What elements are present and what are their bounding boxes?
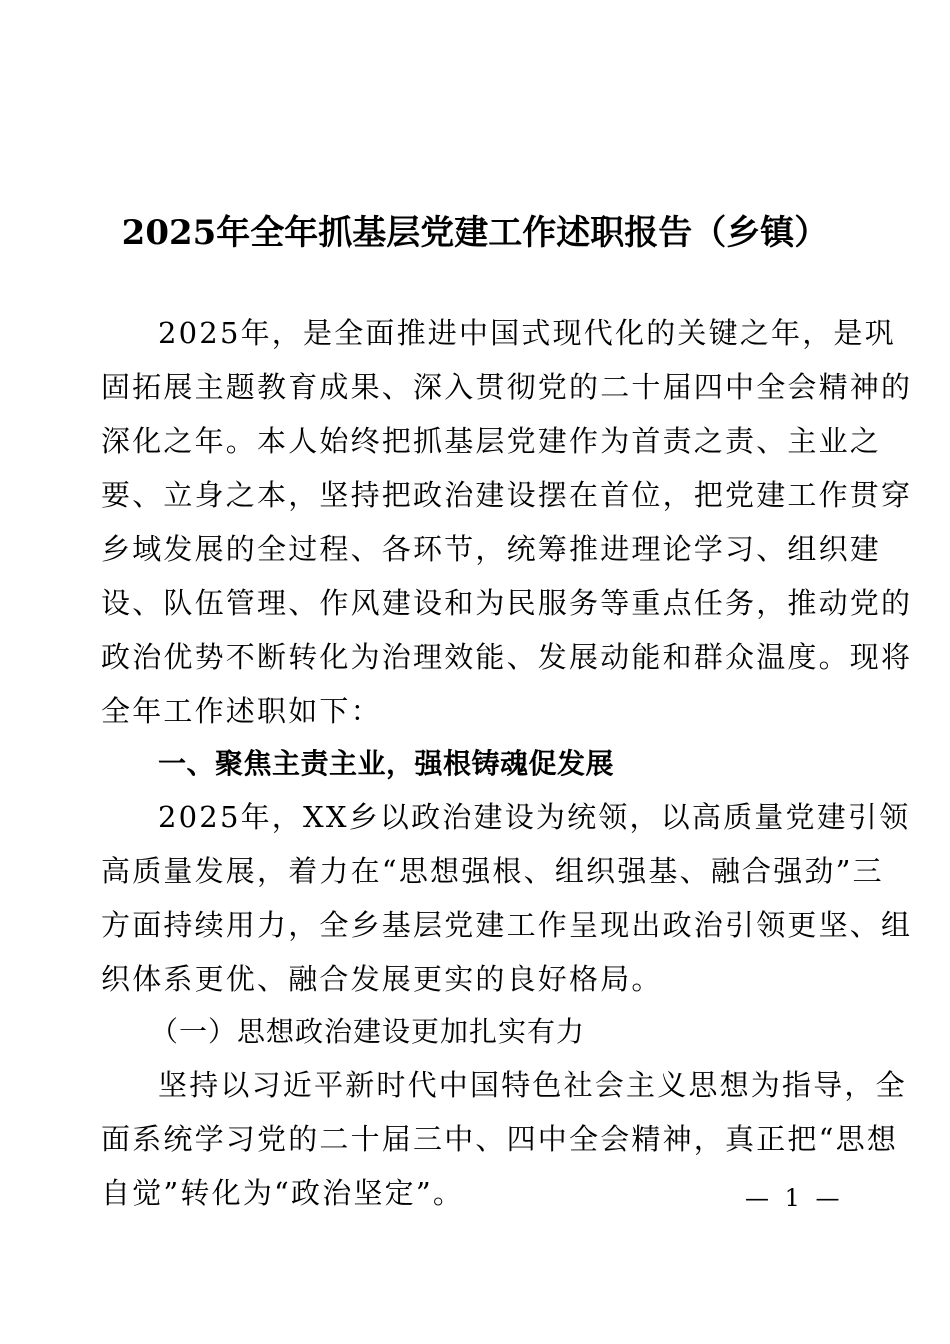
subsection-heading: （一）思想政治建设更加扎实有力 [150, 1015, 586, 1048]
paragraph-line: 织体系更优、融合发展更实的良好格局。 [101, 962, 663, 996]
paragraph-line: 2025年，XX乡以政治建设为统领，以高质量党建引领 [158, 800, 911, 834]
page-number: — 1 — [745, 1184, 844, 1212]
paragraph-line: 政治优势不断转化为治理效能、发展动能和群众温度。现将 [101, 640, 913, 674]
paragraph-line: 自觉”转化为“政治坚定”。 [101, 1176, 465, 1210]
paragraph-line: 2025年，是全面推进中国式现代化的关键之年，是巩 [158, 316, 896, 350]
paragraph-line: 乡域发展的全过程、各环节，统筹推进理论学习、组织建 [101, 532, 882, 566]
paragraph-line: 坚持以习近平新时代中国特色社会主义思想为指导，全 [158, 1068, 907, 1102]
paragraph-line: 高质量发展，着力在“思想强根、组织强基、融合强劲”三 [101, 854, 884, 888]
section-heading: 一、聚焦主责主业，强根铸魂促发展 [158, 747, 615, 780]
paragraph-line: 全年工作述职如下： [101, 694, 382, 728]
paragraph-line: 面系统学习党的二十届三中、四中全会精神，真正把“思想 [101, 1122, 899, 1156]
paragraph-line: 设、队伍管理、作风建设和为民服务等重点任务，推动党的 [101, 586, 913, 620]
paragraph-line: 深化之年。本人始终把抓基层党建作为首责之责、主业之 [101, 424, 882, 458]
paragraph-line: 要、立身之本，坚持把政治建设摆在首位，把党建工作贯穿 [101, 478, 913, 512]
paragraph-line: 方面持续用力，全乡基层党建工作呈现出政治引领更坚、组 [101, 908, 913, 942]
paragraph-line: 固拓展主题教育成果、深入贯彻党的二十届四中全会精神的 [101, 370, 913, 404]
document-title: 2025年全年抓基层党建工作述职报告（乡镇） [121, 213, 829, 253]
